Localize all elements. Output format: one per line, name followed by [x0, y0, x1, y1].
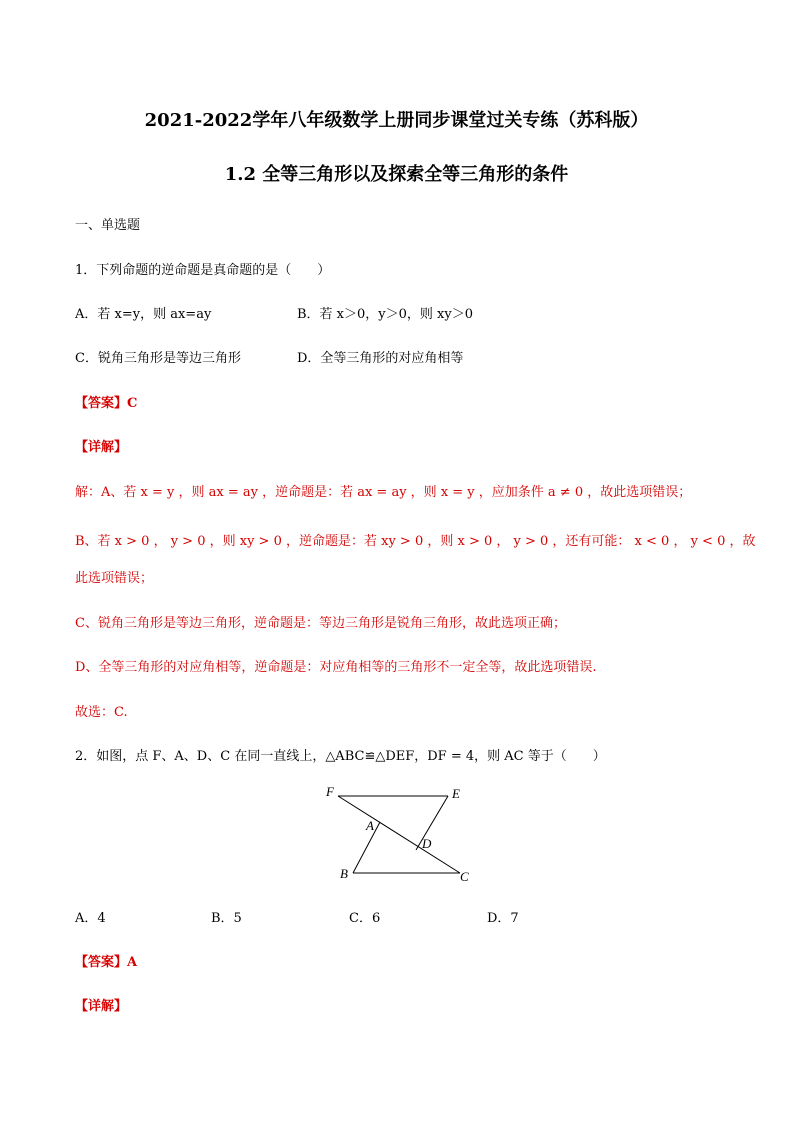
- triangle-diagram: [320, 780, 480, 890]
- segment-ed: [416, 796, 448, 850]
- q1-solution-a: 解：A、若 x = y ，则 ax = ay ，逆命题是：若 ax = ay ，则 x = y ，应加条件 a ≠ 0 ，故此选项错误；: [75, 485, 692, 500]
- label-a: A: [366, 818, 374, 833]
- q1-stem: 1．下列命题的逆命题是真命题的是（ ）: [75, 263, 331, 278]
- q1-solution-b: B、若 x > 0 ， y > 0 ，则 xy > 0 ，逆命题是：若 xy > 0 ，则 x > 0 ， y > 0 ，还有可能： x < 0 ， y < 0 ，故: [75, 534, 756, 549]
- label-b: B: [340, 866, 348, 881]
- label-e: E: [452, 786, 460, 801]
- triangle-figure: [320, 780, 480, 890]
- lesson-title: 1.2 全等三角形以及探索全等三角形的条件: [224, 164, 569, 185]
- q2-option-c: C．6: [349, 911, 381, 926]
- document-title: 2021-2022学年八年级数学上册同步课堂过关专练（苏科版）: [144, 110, 649, 131]
- q1-option-a: A．若 x=y，则 ax=ay: [75, 307, 212, 322]
- q1-solution-d: D、全等三角形的对应角相等，逆命题是：对应角相等的三角形不一定全等，故此选项错误.: [75, 660, 597, 675]
- q1-answer: 【答案】C: [75, 396, 138, 411]
- q1-option-b: B．若 x＞0，y＞0，则 xy＞0: [297, 307, 473, 322]
- q2-option-d: D．7: [487, 911, 519, 926]
- q2-option-a: A．4: [75, 911, 106, 926]
- label-d: D: [422, 836, 432, 851]
- section-heading: 一、单选题: [75, 218, 141, 233]
- q2-option-b: B．5: [211, 911, 242, 926]
- q1-detail-heading: 【详解】: [75, 440, 128, 455]
- label-c: C: [460, 869, 469, 884]
- q1-choose: 故选：C.: [75, 705, 128, 720]
- q1-solution-c: C、锐角三角形是等边三角形，逆命题是：等边三角形是锐角三角形，故此选项正确；: [75, 616, 566, 631]
- q2-stem: 2．如图，点 F、A、D、C 在同一直线上，△ABC≌△DEF，DF = 4，则 AC 等于（ ）: [75, 749, 606, 764]
- label-f: F: [326, 784, 334, 799]
- q2-detail-heading: 【详解】: [75, 999, 128, 1014]
- q1-option-c: C．锐角三角形是等边三角形: [75, 351, 241, 366]
- q1-option-d: D．全等三角形的对应角相等: [297, 351, 464, 366]
- q2-answer: 【答案】A: [75, 955, 138, 970]
- q1-solution-b-cont: 此选项错误；: [75, 571, 154, 586]
